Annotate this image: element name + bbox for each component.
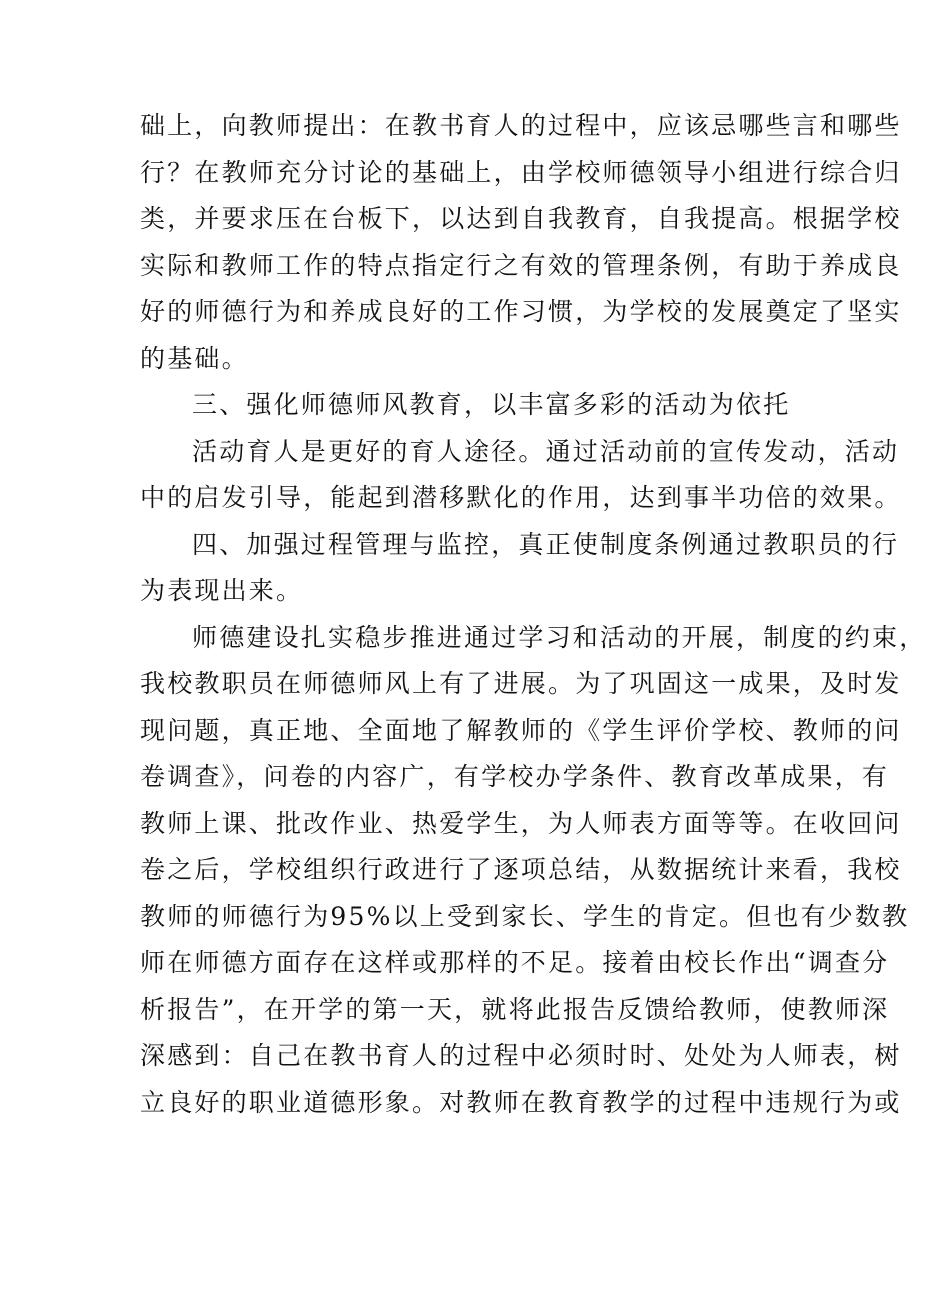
text-line: 教师的师德行为95%以上受到家长、学生的肯定。但也有少数教 xyxy=(140,901,910,931)
text-line: 卷之后，学校组织行政进行了逐项总结，从数据统计来看，我校 xyxy=(140,855,902,884)
text-line: 我校教职员在师德师风上有了进展。为了巩固这一成果，及时发 xyxy=(140,669,902,698)
text-line: 深感到：自己在教书育人的过程中必须时时、处处为人师表，树 xyxy=(140,1041,902,1070)
text-line: 实际和教师工作的特点指定行之有效的管理条例，有助于养成良 xyxy=(140,250,902,280)
text-line: 现问题，真正地、全面地了解教师的《学生评价学校、教师的问 xyxy=(140,715,902,745)
text-line: 础上，向教师提出：在教书育人的过程中，应该忌哪些言和哪些 xyxy=(140,111,902,140)
text-line: 师德建设扎实稳步推进通过学习和活动的开展，制度的约束， xyxy=(192,622,926,652)
text-line: 好的师德行为和养成良好的工作习惯，为学校的发展奠定了坚实 xyxy=(140,297,902,326)
text-line: 类，并要求压在台板下，以达到自我教育，自我提高。根据学校 xyxy=(140,204,902,233)
document-body xyxy=(140,103,926,1126)
text-line: 析报告”，在开学的第一天，就将此报告反馈给教师，使教师深 xyxy=(140,994,890,1024)
text-line: 教师上课、批改作业、热爱学生，为人师表方面等等。在收回问 xyxy=(140,808,902,838)
text-line: 中的启发引导，能起到潜移默化的作用，达到事半功倍的效果。 xyxy=(140,483,902,512)
text-line: 的基础。 xyxy=(140,343,249,373)
text-line: 活动育人是更好的育人途径。通过活动前的宣传发动，活动 xyxy=(192,436,900,466)
section-heading-3: 三、强化师德师风教育，以丰富多彩的活动为依托 xyxy=(192,390,791,419)
text-line: 立良好的职业道德形象。对教师在教育教学的过程中违规行为或 xyxy=(140,1087,902,1117)
text-line: 行？在教师充分讨论的基础上，由学校师德领导小组进行综合归 xyxy=(140,157,902,187)
text-line: 师在师德方面存在这样或那样的不足。接着由校长作出“调查分 xyxy=(140,948,890,977)
text-line: 为表现出来。 xyxy=(140,576,304,605)
text-line: 卷调查》，问卷的内容广，有学校办学条件、教育改革成果，有 xyxy=(140,762,890,791)
section-heading-4: 四、加强过程管理与监控，真正使制度条例通过教职员的行 xyxy=(192,529,900,559)
